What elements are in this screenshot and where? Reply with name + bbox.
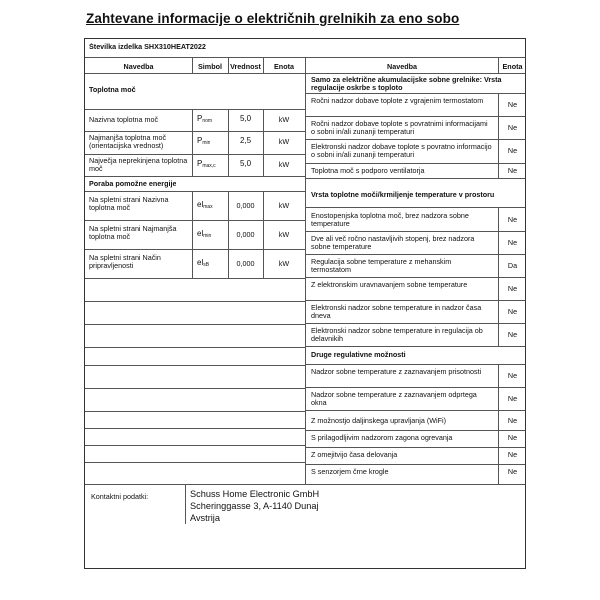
storage-row-value: Ne: [507, 147, 518, 155]
storage-row-label: Ročni nadzor dobave toplote z vgrajenim termostatom: [311, 97, 484, 105]
storage-row-value: Ne: [507, 101, 518, 109]
other-row-label: Nadzor sobne temperature z zaznavanjem prisotnosti: [311, 368, 482, 376]
right-header-unit: Enota: [502, 63, 523, 71]
heat-row-unit: kW: [278, 116, 290, 124]
heat-row-unit: kW: [278, 138, 290, 146]
aux-row-symbol: $el_{min}$: [197, 230, 212, 239]
control-row-value: Ne: [507, 216, 518, 224]
page-title: Zahtevane informacije o električnih grelnikih za eno sobo: [86, 11, 460, 26]
heat-row-label: Nazivna toplotna moč: [89, 116, 159, 124]
other-row-label: Z možnostjo daljinskega upravljanja (WiFi): [311, 417, 447, 425]
left-header-unit: Enota: [274, 63, 294, 71]
contact-label: Kontaktni podatki:: [91, 492, 149, 501]
control-row-label: Enostopenjska toplotna moč, brez nadzora sobne temperature: [311, 212, 469, 229]
control-row-value: Da: [507, 262, 518, 270]
control-row-value: Ne: [507, 331, 518, 339]
aux-row-symbol: $el_{sB}$: [197, 259, 210, 268]
heat-row-value: 5,0: [239, 160, 252, 168]
left-header-value: Vrednost: [230, 63, 261, 71]
control-row-value: Ne: [507, 308, 518, 316]
other-row-value: Ne: [507, 417, 518, 425]
heat-row-label: Največja neprekinjena toplotna moč: [89, 157, 188, 174]
storage-heading: Samo za električne akumulacijske sobne grelnike: Vrsta regulacije oskrbe s toploto: [311, 76, 502, 93]
other-row-value: Ne: [507, 451, 518, 459]
other-row-value: Ne: [507, 372, 518, 380]
right-header-feature: Navedba: [387, 63, 417, 71]
control-heading: Vrsta toplotne moči/krmiljenje temperature v prostoru: [311, 191, 495, 199]
control-row-label: Dve ali več ročno nastavljivih stopenj, brez nadzora sobne temperature: [311, 235, 475, 252]
control-row-value: Ne: [507, 239, 518, 247]
control-row-label: Elektronski nadzor sobne temperature in nadzor časa dneva: [311, 304, 482, 321]
heat-row-unit: kW: [278, 161, 290, 169]
aux-row-value: 0,000: [236, 260, 255, 268]
heat-row-value: 5,0: [239, 115, 252, 123]
heat-row-symbol: $P_{min}$: [197, 137, 211, 146]
storage-row-value: Ne: [507, 167, 518, 175]
storage-row-value: Ne: [507, 124, 518, 132]
aux-row-label: Na spletni strani Nazivna toplotna moč: [89, 196, 169, 213]
contact-address: Scheringgasse 3, A-1140 Dunaj: [190, 501, 319, 511]
heat-row-symbol: $P_{max,c}$: [197, 160, 216, 169]
aux-row-symbol: $el_{max}$: [197, 201, 213, 210]
aux-row-value: 0,000: [236, 202, 255, 210]
control-row-label: Elektronski nadzor sobne temperature in regulacija ob delavnikih: [311, 327, 483, 344]
other-row-value: Ne: [507, 468, 518, 476]
aux-row-label: Na spletni strani Način pripravljenosti: [89, 254, 161, 271]
storage-row-label: Toplotna moč s podporo ventilatorja: [311, 167, 425, 175]
info-sheet-table: [84, 38, 526, 569]
left-header-feature: Navedba: [123, 63, 154, 71]
heat-row-value: 2,5: [239, 137, 252, 145]
heat-row-symbol: $P_{nom}$: [197, 115, 213, 124]
other-row-label: S prilagodljivim nadzorom zagona ogrevanja: [311, 434, 453, 442]
other-row-label: S senzorjem črne krogle: [311, 468, 389, 476]
other-row-value: Ne: [507, 434, 518, 442]
left-header-symbol: Simbol: [198, 63, 222, 71]
heat-output-heading: Toplotna moč: [89, 86, 136, 94]
aux-row-unit: kW: [278, 231, 290, 239]
control-row-value: Ne: [507, 285, 518, 293]
other-heading: Druge regulativne možnosti: [311, 351, 406, 359]
control-row-label: Z elektronskim uravnavanjem sobne temperature: [311, 281, 468, 289]
contact-company: Schuss Home Electronic GmbH: [190, 489, 320, 499]
contact-country: Avstrija: [190, 513, 220, 523]
storage-row-label: Ročni nadzor dobave toplote s povratnimi informacijami o sobni in/ali zunanji temperaturi: [311, 120, 488, 137]
other-row-label: Z omejitvijo časa delovanja: [311, 451, 398, 459]
heat-row-label: Najmanjša toplotna moč (orientacijska vrednost): [89, 134, 167, 151]
aux-row-label: Na spletni strani Najmanjša toplotna moč: [89, 225, 177, 242]
aux-row-unit: kW: [278, 260, 290, 268]
other-row-label: Nadzor sobne temperature z zaznavanjem odprtega okna: [311, 391, 477, 408]
model-number: Številka izdelka SHX310HEAT2022: [89, 43, 206, 51]
aux-power-heading: Poraba pomožne energije: [89, 180, 177, 188]
other-row-value: Ne: [507, 395, 518, 403]
storage-row-label: Elektronski nadzor dobave toplote s povratno informacijo o sobni in/ali zunanji temperaturi: [311, 143, 492, 160]
aux-row-unit: kW: [278, 202, 290, 210]
control-row-label: Regulacija sobne temperature z mehanskim termostatom: [311, 258, 452, 275]
aux-row-value: 0,000: [236, 231, 255, 239]
